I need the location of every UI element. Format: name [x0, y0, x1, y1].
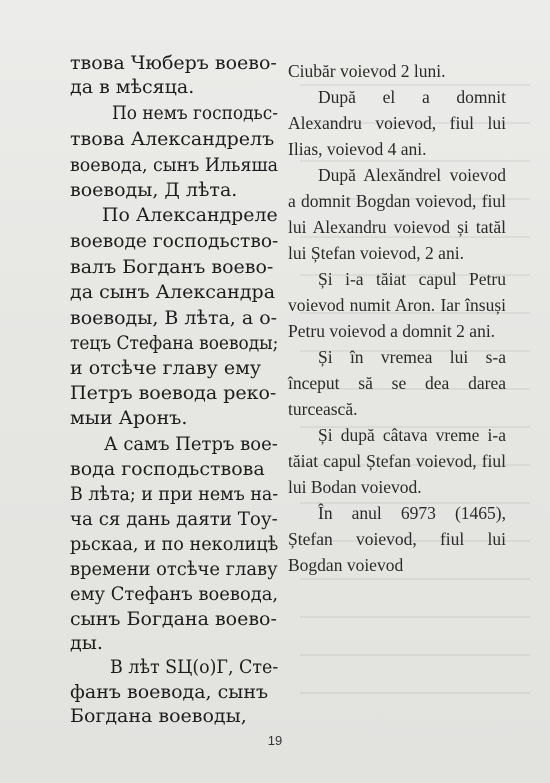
handwritten-line: твова Чюберъ воево- [70, 52, 277, 74]
paragraph: Și i-a tăiat capul Petru voievod numit Aron. Iar însuși Petru voievod a domnit 2 ani. [288, 269, 506, 341]
paragraph: Și în vremea lui s-a început să se dea darea turcească. [288, 347, 506, 419]
handwritten-line: ему Стефанъ воевода, [70, 583, 279, 605]
handwritten-line: ды. [70, 632, 103, 654]
paragraph: Și după câtava vreme i-a tăiat capul Ștefan voievod, fiul lui Bodan voievod. [288, 425, 506, 497]
romanian-translation-column [288, 58, 506, 578]
handwritten-line: вода господьствова [70, 458, 265, 480]
paragraph: După el a domnit Alexandru voievod, fiul lui Ilias, voievod 4 ani. [288, 87, 506, 159]
handwritten-line: воевода, сынъ Ильяша [70, 154, 279, 176]
paragraph: Ciubăr voievod 2 luni. [288, 61, 446, 81]
handwritten-line: фанъ воевода, сынъ [70, 681, 269, 703]
handwritten-line: и отсѣче главу ему [70, 357, 262, 379]
handwritten-line: тецъ Стефана воеводы; [70, 332, 279, 354]
paragraph: În anul 6973 (1465), Ștefan voievod, fiul lui Bogdan voievod [288, 503, 506, 575]
handwritten-line: рьскаа, и по неколицѣ [70, 533, 279, 555]
handwritten-line: твова Александрелъ [70, 128, 275, 150]
handwritten-line: воеводы, В лѣта, а о- [70, 307, 278, 329]
handwritten-line: По Александреле [102, 204, 278, 226]
page-number: 19 [267, 733, 283, 748]
handwritten-line: да в мѣсяца. [70, 76, 195, 98]
handwritten-line: В лѣта; и при немъ на- [70, 483, 279, 505]
handwritten-line: воеводы, Д лѣта. [70, 179, 238, 201]
handwritten-column [70, 52, 279, 727]
handwritten-line: А самъ Петръ вое- [104, 433, 278, 455]
handwritten-line: валъ Богданъ воево- [70, 256, 274, 278]
handwritten-line: Петръ воевода реко- [70, 382, 277, 404]
handwritten-line: воеводе господьство- [70, 230, 279, 252]
handwritten-line: В лѣт ЅЦ(о)Г, Сте- [110, 656, 279, 678]
paragraph: După Alexăndrel voievod a domnit Bogdan voievod, fiul lui Alexandru voievod și tatăl lui Ștefan voievod, 2 ani. [288, 165, 506, 263]
handwritten-line: Богдана воеводы, [70, 705, 247, 727]
handwritten-line: да сынъ Александра [70, 281, 276, 303]
handwritten-line: времени отсѣче главу [70, 558, 278, 580]
handwritten-line: По немъ господьс- [112, 102, 279, 124]
handwritten-line: сынъ Богдана воево- [70, 608, 277, 630]
handwritten-line: мыи Аронъ. [70, 407, 188, 429]
handwritten-line: ча ся дань даяти Тоу- [70, 508, 278, 530]
